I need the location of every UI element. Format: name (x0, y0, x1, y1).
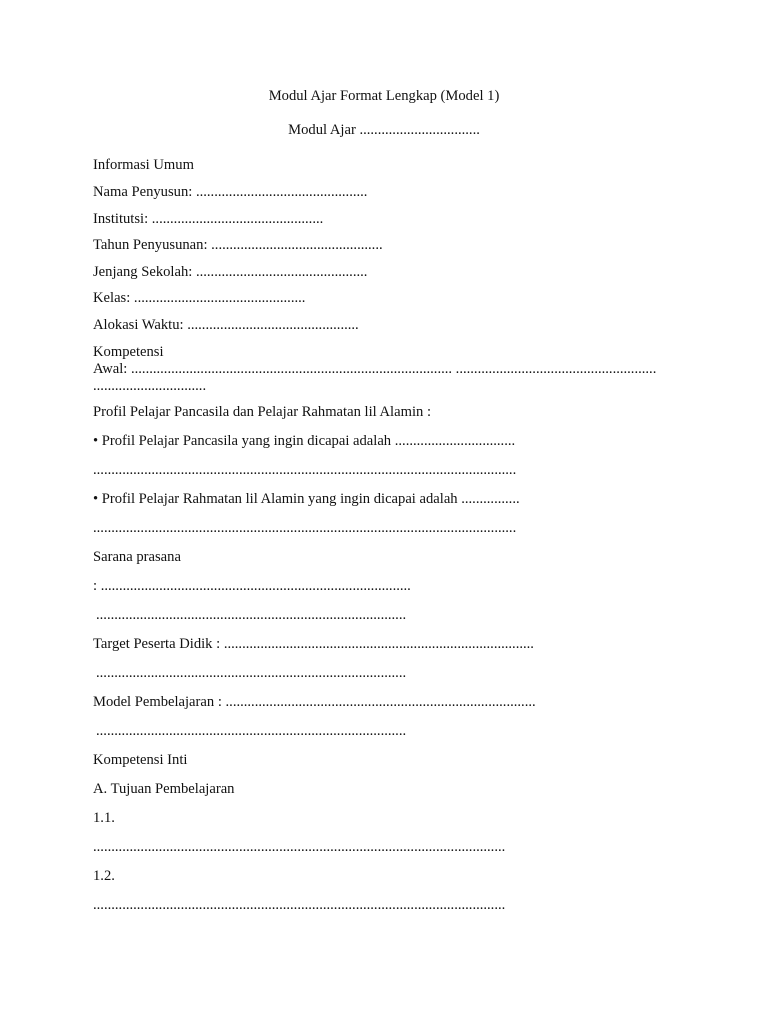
alokasi-waktu-field: Alokasi Waktu: ............................................... (93, 317, 359, 333)
kompetensi-inti-heading: Kompetensi Inti (93, 752, 188, 768)
awal-continuation: ............................... (93, 378, 207, 394)
awal-field: Awal: ........................................................................................ ....................................................... (93, 361, 657, 377)
target-peserta-line-2: ..................................................................................... (96, 665, 407, 681)
sarana-line-2: ..................................................................................... (96, 607, 407, 623)
profil-pancasila-line: .................................................................................................................... (93, 462, 517, 478)
sarana-line-1: : ..................................................................................... (93, 578, 411, 594)
institutsi-field: Institutsi: ............................................... (93, 211, 324, 227)
kompetensi-label: Kompetensi (93, 344, 164, 360)
item-1-1-line: ................................................................................................................. (93, 839, 506, 855)
model-pembelajaran-line-2: ..................................................................................... (96, 723, 407, 739)
document-title: Modul Ajar Format Lengkap (Model 1) (268, 88, 500, 104)
target-peserta-field: Target Peserta Didik : ..................................................................................... (93, 636, 534, 652)
tujuan-pembelajaran-heading: A. Tujuan Pembelajaran (93, 781, 235, 797)
model-pembelajaran-field: Model Pembelajaran : ..................................................................................... (93, 694, 536, 710)
info-heading: Informasi Umum (93, 157, 194, 173)
sarana-label: Sarana prasana (93, 549, 181, 565)
nama-penyusun-field: Nama Penyusun: ............................................... (93, 184, 368, 200)
document-subtitle: Modul Ajar ................................. (288, 122, 480, 138)
kelas-field: Kelas: ............................................... (93, 290, 306, 306)
item-1-1-label: 1.1. (93, 810, 115, 826)
profil-rahmatan-item: • Profil Pelajar Rahmatan lil Alamin yang ingin dicapai adalah ................ (93, 491, 520, 507)
profil-heading: Profil Pelajar Pancasila dan Pelajar Rahmatan lil Alamin : (93, 404, 432, 420)
jenjang-sekolah-field: Jenjang Sekolah: ............................................... (93, 264, 368, 280)
profil-pancasila-item: • Profil Pelajar Pancasila yang ingin dicapai adalah ................................. (93, 433, 516, 449)
item-1-2-line: ................................................................................................................. (93, 897, 506, 913)
profil-rahmatan-line: .................................................................................................................... (93, 520, 517, 536)
tahun-penyusunan-field: Tahun Penyusunan: ............................................... (93, 237, 383, 253)
item-1-2-label: 1.2. (93, 868, 115, 884)
